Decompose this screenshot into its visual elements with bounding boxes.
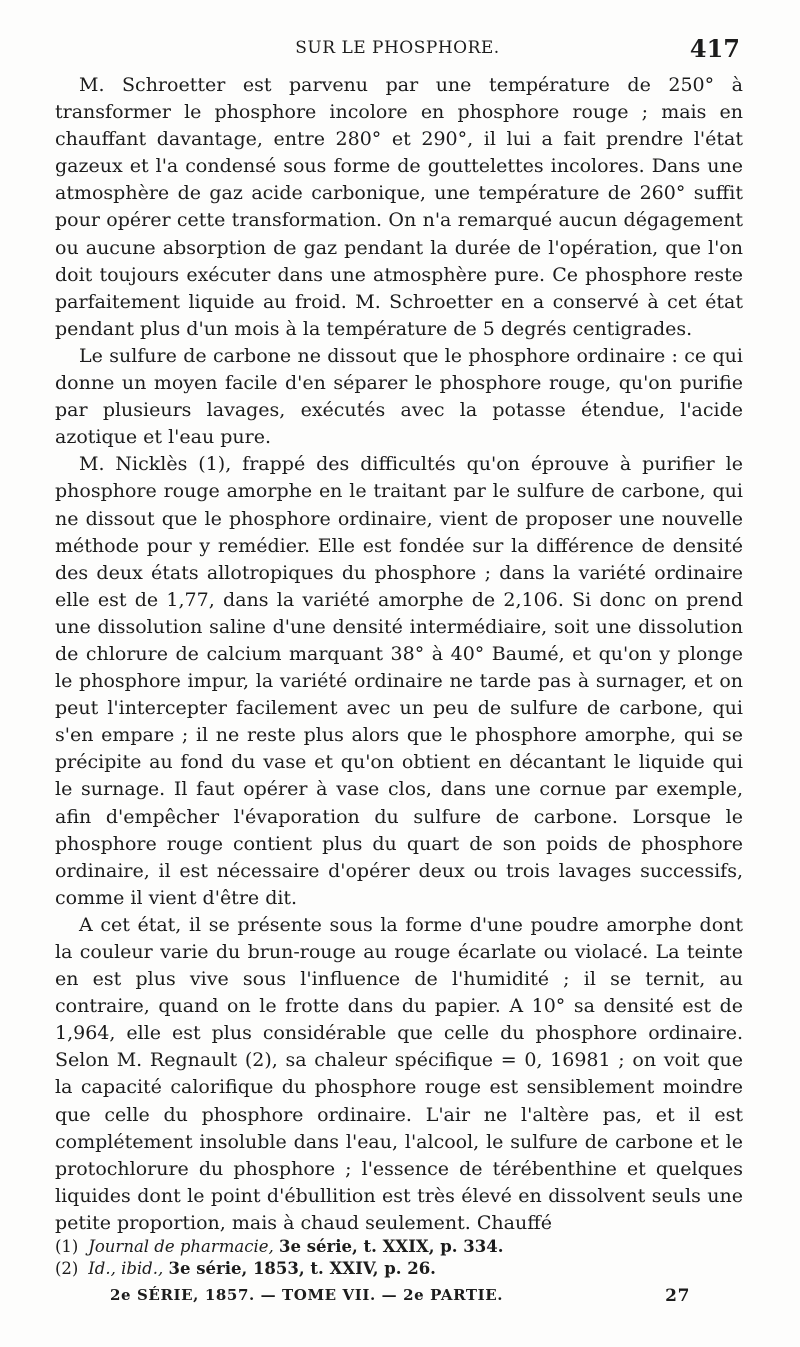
paragraph: M. Schroetter est parvenu par une température de 250° à transformer le phosphore incolore en phosphore rouge ; mais en chauffant davantage, entre 280° et 290°, il lui a fait prendre l'état gazeux et l'a condensé sous forme de gouttelettes incolores. Dans une atmosphère de gaz acide carbonique, une température de 260° suffit pour opérer cette transformation. On n'a remarqué aucun dégagement ou aucune absorption de gaz pendant la durée de l'opération, que l'on doit toujours exécuter dans une atmosphère pure. Ce phosphore reste parfaitement liquide au froid. M. Schroetter en a conservé à cet état pendant plus d'un mois à la température de 5 degrés centigrades. (55, 74, 743, 340)
footnote-mark: (2) (55, 1259, 79, 1278)
signature-text: 2e SÉRIE, 1857. — TOME VII. — 2e PARTIE. (110, 1286, 504, 1304)
paragraph: A cet état, il se présente sous la forme d'une poudre amorphe dont la couleur varie du brun-rouge au rouge écarlate ou violacé. La teinte en est plus vive sous l'influence de l'humidité ; il se ternit, au contraire, quand on le frotte dans du papier. A 10° sa densité est de 1,964, elle est plus considérable que celle du phosphore ordinaire. Selon M. Regnault (2), sa chaleur spécifique = 0, 16981 ; on voit que la capacité calorifique du phosphore rouge est sensiblement moindre que celle du phosphore ordinaire. L'air ne l'altère pas, et il est complétement insoluble dans l'eau, l'alcool, le sulfure de carbone et le protochlorure du phosphore ; l'essence de térébenthine et quelques liquides dont le point d'ébullition est très élevé en dissolvent seuls une petite proportion, mais à chaud seulement. Chauffé (55, 913, 743, 1234)
footnote-source: Id., ibid., (88, 1259, 164, 1278)
footnote-details: 3e série, t. XXIX, p. 334. (279, 1237, 504, 1256)
paragraph: M. Nicklès (1), frappé des difficultés qu'on éprouve à purifier le phosphore rouge amorphe en le traitant par le sulfure de carbone, qui ne dissout que le phosphore ordinaire, vient de proposer une nouvelle méthode pour y remédier. Elle est fondée sur la différence de densité des deux états allotropiques du phosphore ; dans la variété ordinaire elle est de 1,77, dans la variété amorphe de 2,106. Si donc on prend une dissolution saline d'une densité intermédiaire, soit une dissolution de chlorure de calcium marquant 38° à 40° Baumé, et qu'on y plonge le phosphore impur, la variété ordinaire ne tarde pas à surnager, et on peut l'intercepter facilement avec un peu de sulfure de carbone, qui s'en empare ; il ne reste plus alors que le phosphore amorphe, qui se précipite au fond du vase et qu'on obtient en décantant le liquide qui le surnage. Il faut opérer à vase clos, dans une cornue par exemple, afin d'empêcher l'évaporation du sulfure de carbone. Lorsque le phosphore rouge contient plus du quart de son poids de phosphore ordinaire, il est nécessaire d'opérer deux ou trois lavages successifs, comme il vient d'être dit. (55, 453, 743, 909)
page-header (55, 34, 740, 64)
footnote-mark: (1) (55, 1237, 79, 1256)
page-number: 417 (689, 34, 740, 63)
footnote-source: Journal de pharmacie, (88, 1237, 274, 1256)
paragraph: Le sulfure de carbone ne dissout que le phosphore ordinaire : ce qui donne un moyen facile d'en séparer le phosphore rouge, qu'on purifie par plusieurs lavages, exécutés avec la potasse étendue, l'acide azotique et l'eau pure. (55, 344, 743, 449)
footnote (55, 1236, 743, 1258)
footnote-details: 3e série, 1853, t. XXIV, p. 26. (168, 1259, 436, 1278)
page-body (55, 72, 743, 1237)
signature-number: 27 (665, 1286, 690, 1306)
footnotes (55, 1236, 743, 1280)
running-head: SUR LE PHOSPHORE. (295, 38, 500, 58)
footnote (55, 1258, 743, 1280)
